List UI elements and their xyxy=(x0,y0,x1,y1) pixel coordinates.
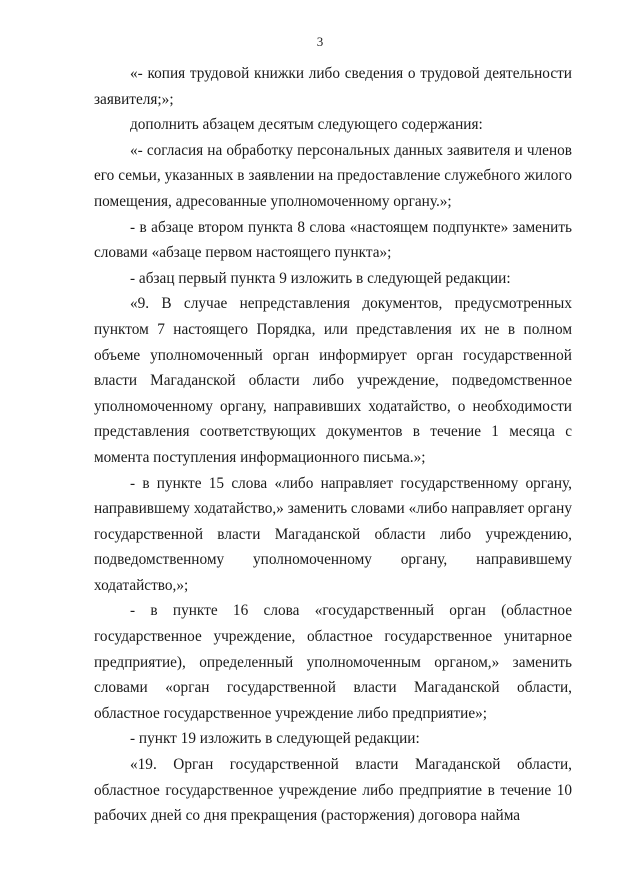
paragraph-10: «19. Орган государственной власти Магаданской области, областное государственное учреждение либо предприятие в течение 10 рабочих дней со дня прекращения (расторжения) договора найма xyxy=(94,756,572,825)
paragraph-2: дополнить абзацем десятым следующего содержания: xyxy=(130,116,483,134)
document-body xyxy=(94,61,572,829)
paragraph-3: «- согласия на обработку персональных данных заявителя и членов его семьи, указанных в заявлении на предоставление служебного жилого помещения, адресованные уполномоченному органу.»; xyxy=(94,141,572,210)
paragraph-7: - в пункте 15 слова «либо направляет государственному органу, направившему ходатайство,» заменить словами «либо направляет органу государственной власти Магаданской области либо учреждению, подведомственному уполномоченному органу, направившему ходатайство,»; xyxy=(94,474,572,594)
paragraph-4: - в абзаце втором пункта 8 слова «настоящем подпункте» заменить словами «абзаце первом настоящего пункта»; xyxy=(94,218,572,262)
paragraph-8: - в пункте 16 слова «государственный орган (областное государственное учреждение, областное государственное унитарное предприятие), определенный уполномоченным органом,» заменить словами «орган государственной власти Магаданской области, областное государственное учреждение либо предприятие»; xyxy=(94,602,572,722)
paragraph-1: «- копия трудовой книжки либо сведения о трудовой деятельности заявителя;»; xyxy=(94,65,572,108)
page-number: 3 xyxy=(316,34,324,49)
paragraph-5: - абзац первый пункта 9 изложить в следующей редакции: xyxy=(130,269,511,287)
paragraph-9: - пункт 19 изложить в следующей редакции: xyxy=(130,730,420,748)
paragraph-6: «9. В случае непредставления документов, предусмотренных пунктом 7 настоящего Порядка, или представления их не в полном объеме уполномоченный орган информирует орган государственной власти Магаданской области либо учреждение, подведомственное уполномоченному органу, направивших ходатайство, о необходимости представления соответствующих документов в течение 1 месяца с момента поступления информационного письма.»; xyxy=(94,295,572,466)
